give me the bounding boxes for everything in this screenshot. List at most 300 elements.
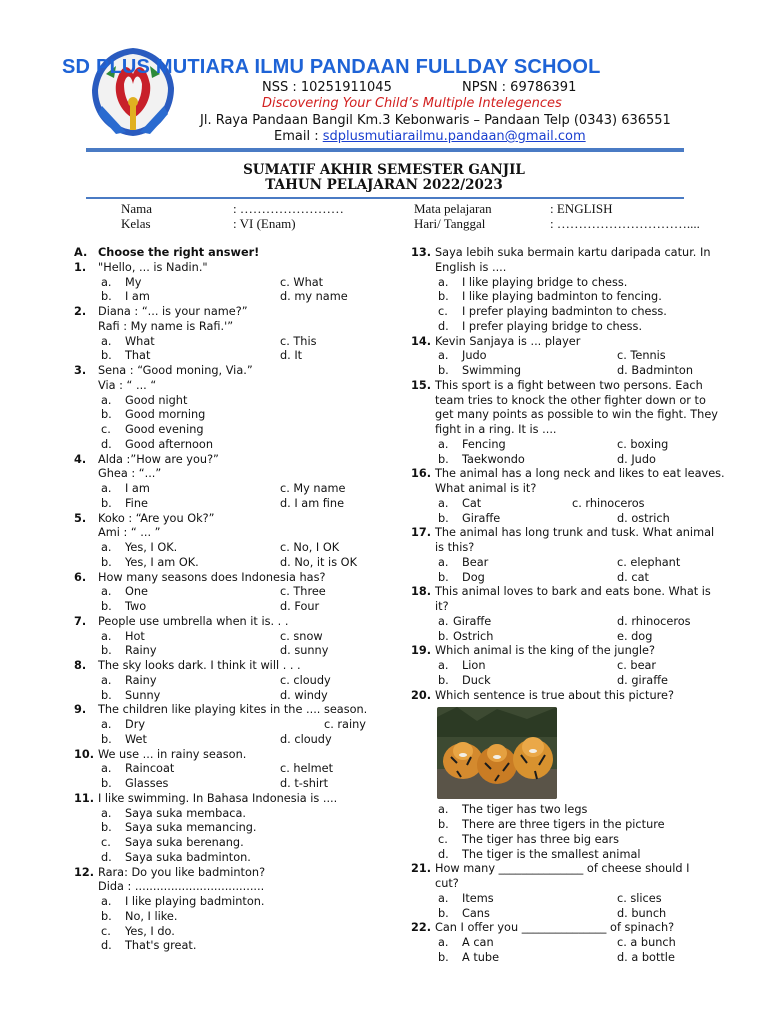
option-right-text: d. a bottle xyxy=(617,950,675,964)
question-row xyxy=(74,364,394,379)
question-row xyxy=(74,880,394,895)
question-text: How many _______________ of cheese should I xyxy=(435,862,690,876)
npsn-number: NPSN : 69786391 xyxy=(462,80,577,95)
question-row xyxy=(411,467,725,482)
option-right-text: d. No, it is OK xyxy=(280,555,357,569)
option-letter: c. xyxy=(101,423,111,436)
answer-option-row xyxy=(411,364,711,379)
option-right-text: d. Badminton xyxy=(617,364,694,377)
option-text: I like playing badminton to fencing. xyxy=(462,290,662,304)
question-text: cut? xyxy=(435,877,459,890)
option-text: Swimming xyxy=(462,364,522,377)
answer-option-row xyxy=(74,290,394,305)
question-text: The animal has a long neck and likes to eat leaves. xyxy=(435,467,725,481)
answer-option-row xyxy=(411,674,711,689)
option-right-text: d. t-shirt xyxy=(280,777,329,790)
answer-option-row xyxy=(74,718,394,733)
option-letter: b. xyxy=(101,555,112,569)
question-number: 2. xyxy=(74,305,87,318)
question-row xyxy=(74,703,394,718)
hari-label: Hari/ Tanggal xyxy=(414,216,486,231)
question-row xyxy=(74,305,394,320)
question-text: Sena : “Good moning, Via.” xyxy=(98,364,253,377)
answer-option-row xyxy=(74,895,394,910)
mapel-value: : ENGLISH xyxy=(550,201,613,216)
option-letter: b. xyxy=(101,496,112,510)
question-number: 9. xyxy=(74,703,87,717)
question-text: English is .... xyxy=(435,260,507,274)
question-row xyxy=(411,379,711,394)
question-text: Dida : .................................... xyxy=(98,880,265,894)
option-right-text: d. cloudy xyxy=(280,732,332,746)
question-text: How many seasons does Indonesia has? xyxy=(98,570,326,584)
option-letter: c. xyxy=(438,305,448,318)
question-row xyxy=(74,467,394,482)
question-number: 10. xyxy=(74,747,95,761)
exam-title: SUMATIF AKHIR SEMESTER GANJIL xyxy=(243,162,525,178)
option-right-text: d. rhinoceros xyxy=(617,614,691,628)
answer-option-row xyxy=(411,803,711,818)
answer-option-row xyxy=(411,305,711,320)
option-letter: b. xyxy=(101,909,112,923)
question-row xyxy=(74,792,394,807)
question-text: Which animal is the king of the jungle? xyxy=(435,644,655,658)
option-letter: a. xyxy=(101,718,112,731)
option-letter: b. xyxy=(101,777,112,790)
question-number: A. xyxy=(74,246,88,259)
answer-option-row xyxy=(74,836,394,851)
answer-option-row xyxy=(411,290,711,305)
question-text: The sky looks dark. I think it will . . . xyxy=(98,659,301,672)
option-letter: a. xyxy=(438,496,449,510)
question-number: 7. xyxy=(74,614,87,628)
hari-value: : ………………………….... xyxy=(550,216,700,231)
question-text: The animal has long trunk and tusk. What animal xyxy=(435,526,715,540)
option-right-text: c. rhinoceros xyxy=(572,496,645,510)
option-right-text: d. sunny xyxy=(280,644,329,658)
question-row xyxy=(74,453,394,468)
option-text: Saya suka berenang. xyxy=(125,836,244,849)
option-text: I like playing bridge to chess. xyxy=(462,275,628,289)
option-letter: b. xyxy=(438,906,449,920)
answer-option-row xyxy=(74,438,394,453)
option-letter: c. xyxy=(438,832,448,846)
answer-option-row xyxy=(411,615,711,630)
kelas-label: Kelas xyxy=(121,216,151,231)
option-letter: d. xyxy=(101,437,112,451)
answer-option-row xyxy=(411,349,711,364)
option-letter: b. xyxy=(101,821,112,835)
question-row xyxy=(74,659,394,674)
question-text: Via : “ ... “ xyxy=(98,378,157,392)
option-right-text: c. Tennis xyxy=(617,349,666,363)
title-divider xyxy=(86,197,684,199)
option-text: Giraffe xyxy=(462,511,501,525)
option-text: Yes, I OK. xyxy=(125,541,178,554)
question-row xyxy=(411,526,715,541)
answer-option-row xyxy=(74,777,394,792)
option-right-text: c. boxing xyxy=(617,437,669,451)
question-number: 4. xyxy=(74,452,87,466)
question-text: Diana : “... is your name?” xyxy=(98,305,248,318)
answer-option-row xyxy=(74,408,394,423)
answer-option-row xyxy=(74,644,394,659)
option-text: Rainy xyxy=(125,673,157,687)
option-letter: b. xyxy=(101,600,112,613)
option-letter: b. xyxy=(438,818,449,831)
option-right-text: c. cloudy xyxy=(280,673,331,687)
answer-option-row xyxy=(74,821,394,836)
answer-option-row xyxy=(74,689,394,704)
question-text: fight in a ring. It is .... xyxy=(435,423,557,436)
question-number: 21. xyxy=(411,862,432,876)
answer-option-row xyxy=(74,925,394,940)
question-row xyxy=(411,644,711,659)
questions-left-column xyxy=(74,246,394,954)
answer-option-row xyxy=(74,335,394,350)
answer-option-row xyxy=(411,892,711,907)
answer-option-row xyxy=(74,349,394,364)
option-text: Yes, I am OK. xyxy=(125,555,199,569)
option-text: Items xyxy=(462,891,494,905)
option-text: Cat xyxy=(462,496,482,510)
question-text: The children like playing kites in the .... season. xyxy=(98,703,368,717)
question-text: Which sentence is true about this picture? xyxy=(435,688,674,702)
question-number: 12. xyxy=(74,865,95,879)
option-text: What xyxy=(125,334,155,348)
question-row xyxy=(411,482,711,497)
option-letter: b. xyxy=(101,290,112,304)
option-text: That's great. xyxy=(125,939,197,953)
question-number: 17. xyxy=(411,526,432,540)
option-right-text: c. My name xyxy=(280,482,346,495)
option-text: I prefer playing badminton to chess. xyxy=(462,305,667,318)
question-text: I like swimming. In Bahasa Indonesia is .... xyxy=(98,791,338,805)
question-row xyxy=(411,877,711,892)
option-letter: a. xyxy=(101,275,112,289)
option-text: Dog xyxy=(462,570,485,584)
school-email-row xyxy=(274,129,586,144)
option-letter: d. xyxy=(438,847,449,861)
answer-option-row xyxy=(74,762,394,777)
question-row xyxy=(411,246,711,261)
option-text: Giraffe xyxy=(453,614,492,628)
question-number: 14. xyxy=(411,334,432,348)
option-right-text: c. helmet xyxy=(280,762,334,776)
question-row xyxy=(411,423,711,438)
question-row xyxy=(411,335,711,350)
school-name: SD PLUS MUTIARA ILMU PANDAAN FULLDAY SCHOOL xyxy=(62,56,601,78)
option-text: Fine xyxy=(125,496,148,510)
question-number: 15. xyxy=(411,378,432,392)
question-text: Koko : “Are you Ok?” xyxy=(98,511,215,525)
nama-label: Nama xyxy=(121,201,153,216)
answer-option-row xyxy=(411,833,711,848)
option-text: The tiger has two legs xyxy=(462,803,588,817)
option-right-text: c. rainy xyxy=(324,718,366,731)
question-text: Ghea : “...” xyxy=(98,467,162,481)
email-link[interactable]: sdplusmutiarailmu.pandaan@gmail.com xyxy=(322,129,586,144)
option-letter: b. xyxy=(438,511,449,525)
tiger-photo xyxy=(437,707,557,799)
answer-option-row xyxy=(411,556,711,571)
option-text: My xyxy=(125,275,142,289)
option-text: Bear xyxy=(462,555,489,569)
option-text: Rainy xyxy=(125,644,157,658)
question-number: 6. xyxy=(74,570,87,584)
question-text: This sport is a fight between two persons. Each xyxy=(435,378,703,392)
option-text: The tiger is the smallest animal xyxy=(462,847,641,861)
answer-option-row xyxy=(74,394,394,409)
option-right-text: c. snow xyxy=(280,629,323,643)
question-text: Kevin Sanjaya is ... player xyxy=(435,334,581,348)
nama-value: : …………………… xyxy=(233,201,344,216)
question-number: 18. xyxy=(411,585,432,599)
question-row xyxy=(74,866,394,881)
question-text: Rara: Do you like badminton? xyxy=(98,865,266,879)
mapel-label: Mata pelajaran xyxy=(414,201,492,216)
option-text: Ostrich xyxy=(453,629,494,643)
option-right-text: e. dog xyxy=(617,629,653,643)
option-letter: a. xyxy=(101,482,112,495)
answer-option-row xyxy=(411,848,711,863)
answer-option-row xyxy=(74,482,394,497)
option-letter: b. xyxy=(101,688,112,702)
option-right-text: c. bear xyxy=(617,659,657,672)
option-right-text: d. I am fine xyxy=(280,496,345,510)
option-text: Wet xyxy=(125,732,147,746)
nss-number: NSS : 10251911045 xyxy=(262,80,392,95)
option-text: Lion xyxy=(462,659,486,672)
option-text: Taekwondo xyxy=(462,452,525,466)
answer-option-row xyxy=(411,936,711,951)
question-number: 13. xyxy=(411,246,432,259)
answer-option-row xyxy=(74,630,394,645)
answer-option-row xyxy=(411,571,711,586)
questions-right-column xyxy=(411,246,725,966)
option-text: Saya suka membaca. xyxy=(125,806,246,820)
option-right-text: c. This xyxy=(280,334,317,348)
question-text: What animal is it? xyxy=(435,482,537,495)
answer-option-row xyxy=(411,907,711,922)
answer-option-row xyxy=(74,556,394,571)
question-text: Saya lebih suka bermain kartu daripada catur. In xyxy=(435,246,711,259)
option-text: Raincoat xyxy=(125,762,175,776)
question-number: 22. xyxy=(411,921,432,935)
option-letter: b. xyxy=(438,290,449,304)
option-letter: a. xyxy=(101,541,112,554)
option-text: Hot xyxy=(125,629,145,643)
question-text: People use umbrella when it is. . . xyxy=(98,614,289,628)
school-motto: Discovering Your Child’s Multiple Intelegences xyxy=(262,96,562,111)
option-right-text: c. elephant xyxy=(617,555,681,569)
question-row xyxy=(411,394,711,409)
question-row xyxy=(74,512,394,527)
option-letter: a. xyxy=(438,936,449,949)
option-text: Saya suka badminton. xyxy=(125,850,251,864)
option-right-text: c. What xyxy=(280,275,324,289)
question-text: Alda :”How are you?” xyxy=(98,452,219,466)
option-letter: d. xyxy=(101,939,112,953)
option-text: Dry xyxy=(125,718,146,731)
question-row xyxy=(74,571,394,586)
question-number: 20. xyxy=(411,688,432,702)
answer-option-row xyxy=(74,497,394,512)
question-row xyxy=(74,246,394,261)
question-number: 3. xyxy=(74,364,87,377)
option-letter: a. xyxy=(101,393,112,407)
option-text: That xyxy=(125,349,151,363)
answer-option-row xyxy=(74,733,394,748)
answer-option-row xyxy=(74,585,394,600)
question-row xyxy=(411,585,711,600)
question-row xyxy=(74,615,394,630)
option-right-text: d. Four xyxy=(280,600,320,613)
option-right-text: d. cat xyxy=(617,570,649,584)
option-text: Glasses xyxy=(125,777,169,790)
option-letter: b. xyxy=(101,349,112,363)
option-letter: b. xyxy=(101,732,112,746)
answer-option-row xyxy=(74,600,394,615)
option-letter: a. xyxy=(438,803,449,817)
answer-option-row xyxy=(74,939,394,954)
answer-option-row xyxy=(411,276,711,291)
header-divider xyxy=(86,148,684,152)
answer-option-row xyxy=(411,630,711,645)
option-letter: b. xyxy=(438,629,449,643)
answer-option-row xyxy=(411,497,711,512)
question-number: 16. xyxy=(411,467,432,481)
option-text: There are three tigers in the picture xyxy=(462,818,665,831)
option-letter: b. xyxy=(438,673,449,687)
question-row xyxy=(411,689,711,704)
answer-option-row xyxy=(74,910,394,925)
option-letter: a. xyxy=(101,895,112,908)
option-right-text: d. Judo xyxy=(617,452,656,466)
option-right-text: d. my name xyxy=(280,290,348,304)
question-text: Can I offer you _______________ of spinach? xyxy=(435,921,675,935)
option-letter: b. xyxy=(438,950,449,964)
option-letter: d. xyxy=(101,850,112,864)
option-text: I am xyxy=(125,482,150,495)
question-number: 19. xyxy=(411,644,432,658)
answer-option-row xyxy=(411,453,711,468)
option-letter: b. xyxy=(438,364,449,377)
option-right-text: d. ostrich xyxy=(617,511,670,525)
answer-option-row xyxy=(411,951,711,966)
option-text: Fencing xyxy=(462,437,506,451)
school-address: Jl. Raya Pandaan Bangil Km.3 Kebonwaris – Pandaan Telp (0343) 636551 xyxy=(200,113,671,128)
question-row xyxy=(74,261,394,276)
question-text: get many points as possible to win the fight. They xyxy=(435,408,718,422)
email-label: Email : xyxy=(274,129,323,144)
option-text: I am xyxy=(125,290,150,304)
option-right-text: c. No, I OK xyxy=(280,541,340,554)
question-text: Rafi : My name is Rafi.'” xyxy=(98,319,234,333)
question-row xyxy=(411,921,711,936)
question-text: is this? xyxy=(435,541,475,554)
option-letter: a. xyxy=(101,629,112,643)
option-letter: a. xyxy=(101,585,112,599)
option-text: Good evening xyxy=(125,423,204,436)
option-text: Good night xyxy=(125,393,188,407)
question-text: team tries to knock the other fighter down or to xyxy=(435,393,706,407)
option-letter: a. xyxy=(438,349,449,363)
option-text: Duck xyxy=(462,673,491,687)
answer-option-row xyxy=(74,674,394,689)
question-row xyxy=(74,379,394,394)
question-row xyxy=(411,541,711,556)
answer-option-row xyxy=(411,818,711,833)
question-text: We use ... in rainy season. xyxy=(98,747,247,761)
option-text: The tiger has three big ears xyxy=(462,832,620,846)
exam-year: TAHUN PELAJARAN 2022/2023 xyxy=(265,177,503,193)
question-row xyxy=(74,526,394,541)
option-letter: a. xyxy=(438,275,449,289)
option-letter: d. xyxy=(438,319,449,333)
option-letter: b. xyxy=(438,570,449,584)
question-row xyxy=(411,408,718,423)
option-text: Sunny xyxy=(125,688,161,702)
option-text: Cans xyxy=(462,906,490,920)
option-text: Good morning xyxy=(125,408,206,422)
option-letter: a. xyxy=(101,806,112,820)
kelas-value: : VI (Enam) xyxy=(233,216,296,231)
option-right-text: d. windy xyxy=(280,688,328,702)
answer-option-row xyxy=(74,276,394,291)
question-text: Choose the right answer! xyxy=(98,246,260,259)
option-right-text: c. slices xyxy=(617,891,662,905)
option-letter: b. xyxy=(101,644,112,658)
question-row xyxy=(74,320,394,335)
option-text: A can xyxy=(462,936,494,949)
question-number: 8. xyxy=(74,659,87,672)
question-number: 1. xyxy=(74,260,87,274)
option-letter: b. xyxy=(101,408,112,422)
option-right-text: d. giraffe xyxy=(617,673,668,687)
option-letter: a. xyxy=(438,437,449,451)
question-row xyxy=(74,748,394,763)
question-row xyxy=(411,600,711,615)
option-letter: c. xyxy=(101,924,111,938)
option-text: Yes, I do. xyxy=(125,924,175,938)
answer-option-row xyxy=(411,320,711,335)
tiger-image xyxy=(437,707,557,799)
question-row xyxy=(411,862,711,877)
answer-option-row xyxy=(411,659,711,674)
option-text: I prefer playing bridge to chess. xyxy=(462,319,643,333)
option-text: Two xyxy=(125,600,147,613)
answer-option-row xyxy=(74,541,394,556)
option-text: One xyxy=(125,585,149,599)
answer-option-row xyxy=(411,438,711,453)
option-text: Good afternoon xyxy=(125,437,214,451)
option-right-text: d. bunch xyxy=(617,906,667,920)
option-letter: a. xyxy=(101,762,112,776)
option-letter: a. xyxy=(101,673,112,687)
question-text: This animal loves to bark and eats bone. What is xyxy=(435,585,711,599)
option-text: Saya suka memancing. xyxy=(125,821,257,835)
option-right-text: d. It xyxy=(280,349,303,363)
answer-option-row xyxy=(74,807,394,822)
answer-option-row xyxy=(74,851,394,866)
option-text: Judo xyxy=(462,349,487,363)
option-letter: a. xyxy=(101,334,112,348)
option-letter: a. xyxy=(438,659,449,672)
option-right-text: c. a bunch xyxy=(617,936,676,949)
option-letter: a. xyxy=(438,555,449,569)
question-number: 11. xyxy=(74,791,95,805)
